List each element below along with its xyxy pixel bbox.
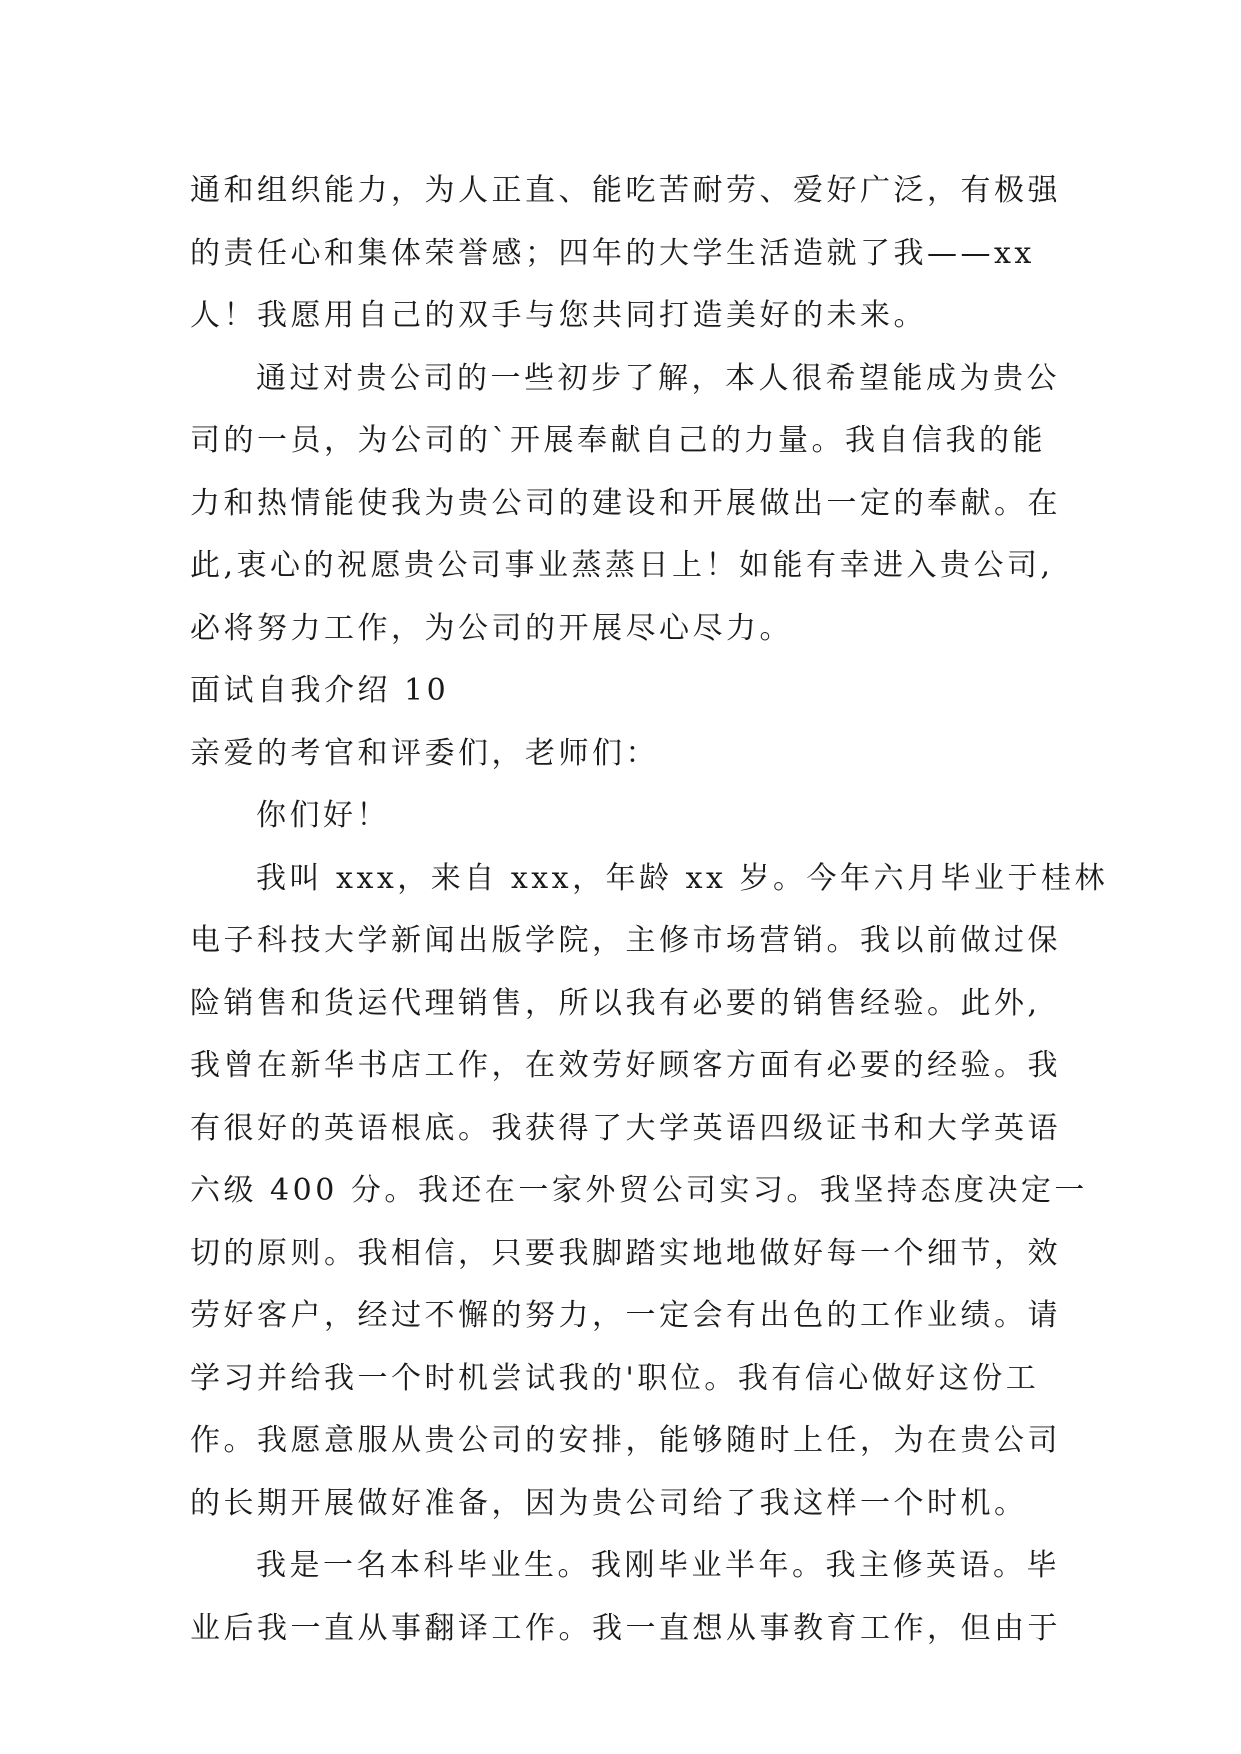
text-line: 作。我愿意服从贵公司的安排，能够随时上任，为在贵公司 xyxy=(190,1423,1061,1458)
text-line: 电子科技大学新闻出版学院，主修市场营销。我以前做过保 xyxy=(190,923,1061,958)
text-line: 学习并给我一个时机尝试我的'职位。我有信心做好这份工 xyxy=(190,1360,1040,1396)
text-line: 通和组织能力，为人正直、能吃苦耐劳、爱好广泛，有极强 xyxy=(190,173,1061,208)
text-line: 险销售和货运代理销售，所以我有必要的销售经验。此外, xyxy=(190,985,1041,1021)
text-line: 司的一员，为公司的`开展奉献自己的力量。我自信我的能 xyxy=(190,423,1046,458)
document-page xyxy=(190,160,1108,1660)
paragraph-first-line: 通过对贵公司的一些初步了解，本人很希望能成为贵公 xyxy=(256,360,1060,396)
paragraph-first-line: 我是一名本科毕业生。我刚毕业半年。我主修英语。毕 xyxy=(256,1548,1060,1583)
text-line: 有很好的英语根底。我获得了大学英语四级证书和大学英语 xyxy=(190,1110,1061,1146)
salutation: 亲爱的考官和评委们，老师们： xyxy=(190,735,659,771)
text-line: 人！我愿用自己的双手与您共同打造美好的未来。 xyxy=(190,298,927,333)
text-line: 此,衷心的祝愿贵公司事业蒸蒸日上！如能有幸进入贵公司, xyxy=(190,548,1054,583)
paragraph-first-line: 我叫 xxx，来自 xxx，年龄 xx 岁。今年六月毕业于桂林 xyxy=(256,860,1108,896)
text-line: 必将努力工作，为公司的开展尽心尽力。 xyxy=(190,610,793,646)
text-line: 的长期开展做好准备，因为贵公司给了我这样一个时机。 xyxy=(190,1485,1028,1521)
text-line: 的责任心和集体荣誉感；四年的大学生活造就了我——xx xyxy=(190,235,1035,271)
text-line: 劳好客户，经过不懈的努力，一定会有出色的工作业绩。请 xyxy=(190,1298,1061,1333)
text-line: 我曾在新华书店工作，在效劳好顾客方面有必要的经验。我 xyxy=(190,1048,1061,1083)
section-heading: 面试自我介绍 10 xyxy=(190,673,450,708)
text-line: 力和热情能使我为贵公司的建设和开展做出一定的奉献。在 xyxy=(190,485,1061,521)
greeting: 你们好！ xyxy=(256,798,390,833)
text-line: 切的原则。我相信，只要我脚踏实地地做好每一个细节，效 xyxy=(190,1235,1061,1271)
text-line: 业后我一直从事翻译工作。我一直想从事教育工作，但由于 xyxy=(190,1610,1061,1646)
text-line: 六级 400 分。我还在一家外贸公司实习。我坚持态度决定一 xyxy=(190,1173,1088,1208)
